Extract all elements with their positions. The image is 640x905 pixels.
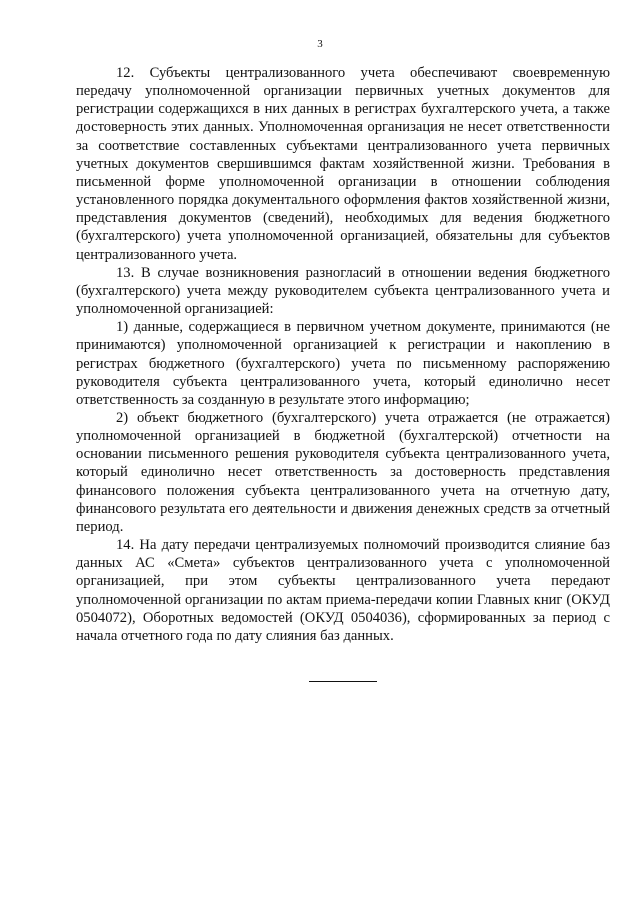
- paragraph-14: 14. На дату передачи централизуемых полномочий производится слияние баз данных АС «Смета» субъектов централизованного учета с уполномоченной организацией, при этом субъекты централизованного учета передают уполномоченной организации по актам приема-передачи копии Главных книг (ОКУД 0504072), Оборотных ведомостей (ОКУД 0504036), сформированных за период с начала отчетного года по дату слияния баз данных.: [76, 537, 610, 644]
- paragraph-12: 12. Субъекты централизованного учета обеспечивают своевременную передачу уполномоченной организации первичных учетных документов для регистрации содержащихся в них данных в регистрах бухгалтерского учета, а также достоверность этих данных. Уполномоченная организация не несет ответственности за соответствие составленных субъектами централизованного учета первичных учетных документов свершившимся фактам хозяйственной жизни. Требования в письменной форме уполномоченной организации в отношении соблюдения установленного порядка документального оформления фактов хозяйственной жизни, представления документов (сведений), необходимых для ведения бюджетного (бухгалтерского) учета уполномоченной организацией, обязательны для субъектов централизованного учета.: [76, 65, 610, 263]
- paragraph-13-item-1: 1) данные, содержащиеся в первичном учетном документе, принимаются (не принимаются) уполномоченной организацией к регистрации и накоплению в регистрах бюджетного (бухгалтерского) учета по письменному распоряжению руководителя субъекта централизованного учета, который единолично несет ответственность за созданную в результате этого информацию;: [76, 319, 610, 408]
- paragraph-13-item-2: 2) объект бюджетного (бухгалтерского) учета отражается (не отражается) уполномоченной организацией в бюджетной (бухгалтерской) отчетности на основании письменного решения руководителя субъекта централизованного учета, который единолично несет ответственность за достоверность представления финансового положения субъекта централизованного учета на отчетную дату, финансового результата его деятельности и движения денежных средств за отчетный период.: [76, 409, 610, 535]
- page-number: 3: [317, 38, 323, 50]
- paragraph-13: 13. В случае возникновения разногласий в отношении ведения бюджетного (бухгалтерского) учета между руководителем субъекта централизованного учета и уполномоченной организацией:: [76, 264, 610, 318]
- document-body: [76, 64, 610, 645]
- end-of-document-rule: [309, 681, 377, 682]
